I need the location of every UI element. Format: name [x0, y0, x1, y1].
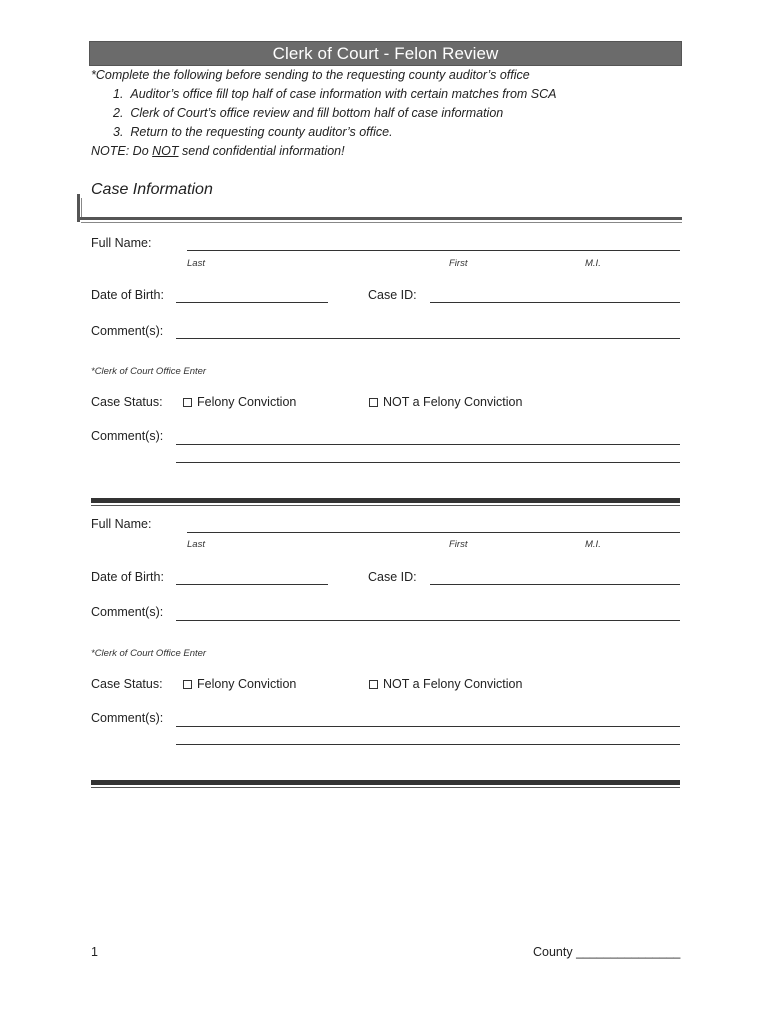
instructions-intro: *Complete the following before sending to the requesting county auditor’s office [91, 68, 530, 82]
clerk-comments-field-2[interactable] [176, 744, 680, 745]
felony-conviction-option[interactable] [183, 395, 296, 409]
case-divider-thin [91, 787, 680, 788]
section-title: Case Information [91, 181, 213, 198]
middle-initial-caption: M.I. [585, 539, 601, 550]
full-name-field[interactable] [187, 250, 680, 251]
felony-conviction-label: Felony Conviction [197, 395, 297, 409]
page-title-bar [89, 41, 682, 66]
case-divider-thin [91, 505, 680, 506]
instruction-step-2: 2. Clerk of Court’s office review and fill bottom half of case information [113, 106, 504, 120]
not-felony-label: NOT a Felony Conviction [383, 395, 523, 409]
instructions-note [91, 144, 345, 158]
middle-initial-caption: M.I. [585, 258, 601, 269]
not-felony-label: NOT a Felony Conviction [383, 677, 523, 691]
section-rule-thin [81, 222, 682, 223]
full-name-label: Full Name: [91, 517, 152, 531]
instruction-step-3: 3. Return to the requesting county auditor’s office. [113, 125, 393, 139]
dob-label: Date of Birth: [91, 570, 164, 584]
clerk-comments-field-1[interactable] [176, 726, 680, 727]
case-status-label: Case Status: [91, 677, 163, 691]
section-rule-thick [77, 217, 682, 220]
case-status-label: Case Status: [91, 395, 163, 409]
not-felony-option[interactable] [369, 677, 522, 691]
felony-conviction-label: Felony Conviction [197, 677, 297, 691]
not-felony-option[interactable] [369, 395, 522, 409]
page-number: 1 [91, 945, 98, 959]
not-felony-checkbox[interactable] [369, 398, 378, 407]
clerk-comments-field-1[interactable] [176, 444, 680, 445]
felony-conviction-option[interactable] [183, 677, 296, 691]
clerk-comments-label: Comment(s): [91, 429, 164, 443]
case-divider-thick [91, 498, 680, 503]
note-prefix: NOTE: Do [91, 144, 153, 158]
comments-field[interactable] [176, 338, 680, 339]
dob-field[interactable] [176, 584, 328, 585]
case-id-field[interactable] [430, 584, 680, 585]
felony-conviction-checkbox[interactable] [183, 398, 192, 407]
note-suffix: send confidential information! [178, 144, 345, 158]
note-emphasis: NOT [152, 144, 179, 158]
county-field[interactable]: County _______________ [533, 945, 681, 959]
full-name-label: Full Name: [91, 236, 152, 250]
not-felony-checkbox[interactable] [369, 680, 378, 689]
comments-label: Comment(s): [91, 324, 164, 338]
clerk-enter-note: *Clerk of Court Office Enter [91, 648, 207, 659]
clerk-enter-note: *Clerk of Court Office Enter [91, 366, 207, 377]
full-name-field[interactable] [187, 532, 680, 533]
first-name-caption: First [449, 539, 468, 550]
dob-field[interactable] [176, 302, 328, 303]
instruction-step-1: 1. Auditor’s office fill top half of case information with certain matches from SCA [113, 87, 557, 101]
case-divider-thick [91, 780, 680, 785]
felony-conviction-checkbox[interactable] [183, 680, 192, 689]
clerk-comments-field-2[interactable] [176, 462, 680, 463]
dob-label: Date of Birth: [91, 288, 164, 302]
case-id-field[interactable] [430, 302, 680, 303]
page-title: Clerk of Court - Felon Review [272, 43, 499, 63]
case-id-label: Case ID: [368, 570, 417, 584]
last-name-caption: Last [187, 539, 205, 550]
last-name-caption: Last [187, 258, 205, 269]
clerk-comments-label: Comment(s): [91, 711, 164, 725]
comments-field[interactable] [176, 620, 680, 621]
comments-label: Comment(s): [91, 605, 164, 619]
case-id-label: Case ID: [368, 288, 417, 302]
first-name-caption: First [449, 258, 468, 269]
